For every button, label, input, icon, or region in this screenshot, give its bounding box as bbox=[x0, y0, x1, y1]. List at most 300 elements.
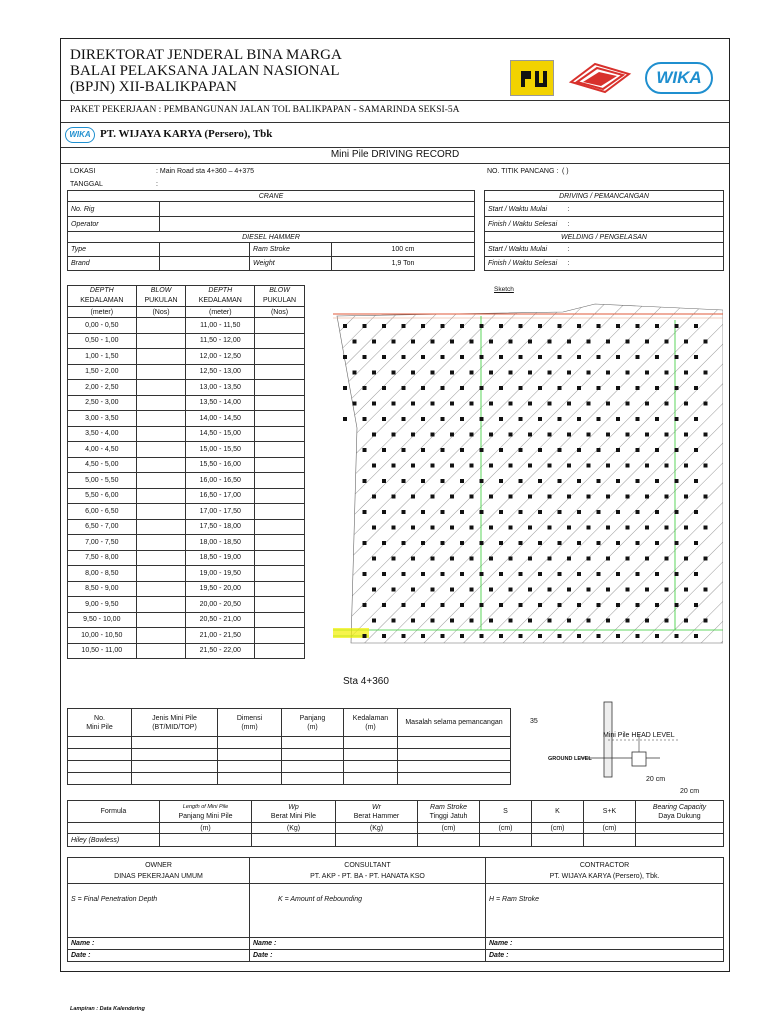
head-level-label: Mini Pile HEAD LEVEL bbox=[603, 732, 675, 739]
h-pukulan-2: PUKULAN bbox=[255, 296, 305, 307]
pile-mark bbox=[421, 572, 425, 576]
pile-mark bbox=[489, 526, 493, 530]
operator-value[interactable] bbox=[160, 217, 475, 232]
weight-label: Weight bbox=[250, 257, 332, 271]
table-row bbox=[68, 426, 305, 442]
pile-mark bbox=[460, 479, 464, 483]
pile-mark bbox=[694, 417, 698, 421]
owner-date-field[interactable]: Date : bbox=[68, 950, 250, 962]
pile-mark bbox=[382, 355, 386, 359]
pile-mark bbox=[372, 495, 376, 499]
pile-mark bbox=[597, 510, 601, 514]
brand-value[interactable] bbox=[160, 257, 250, 271]
pile-mark bbox=[577, 479, 581, 483]
blow-count[interactable] bbox=[255, 643, 305, 659]
pile-mark bbox=[626, 402, 630, 406]
pile-mark bbox=[470, 371, 474, 375]
table-row bbox=[68, 535, 305, 551]
pile-mark bbox=[538, 572, 542, 576]
blow-count[interactable] bbox=[136, 597, 186, 613]
titik-label: NO. TITIK PANCANG : bbox=[487, 168, 559, 175]
pile-mark bbox=[636, 324, 640, 328]
pile-mark bbox=[694, 510, 698, 514]
pile-mark bbox=[392, 526, 396, 530]
pile-mark bbox=[363, 386, 367, 390]
pile-mark bbox=[441, 479, 445, 483]
owner-name-field[interactable]: Name : bbox=[68, 938, 250, 950]
pile-mark bbox=[538, 479, 542, 483]
signature-table bbox=[67, 857, 724, 962]
h-depth-2: DEPTH bbox=[186, 286, 255, 296]
pile-mark bbox=[519, 355, 523, 359]
pile-mark bbox=[616, 603, 620, 607]
depth-range: 16,50 - 17,00 bbox=[186, 488, 255, 504]
pile-mark bbox=[645, 371, 649, 375]
pile-mark bbox=[636, 541, 640, 545]
blow-count[interactable] bbox=[136, 643, 186, 659]
blow-count[interactable] bbox=[255, 457, 305, 473]
pile-mark bbox=[694, 541, 698, 545]
blow-count[interactable] bbox=[255, 628, 305, 644]
blow-count[interactable] bbox=[136, 333, 186, 349]
pile-mark bbox=[528, 402, 532, 406]
table-row bbox=[68, 628, 305, 644]
blow-count[interactable] bbox=[136, 395, 186, 411]
pile-mark bbox=[392, 495, 396, 499]
blow-count[interactable] bbox=[136, 519, 186, 535]
pile-mark bbox=[567, 619, 571, 623]
table-row bbox=[68, 457, 305, 473]
pile-mark bbox=[392, 433, 396, 437]
blow-count[interactable] bbox=[136, 566, 186, 582]
pile-head-diagram bbox=[560, 700, 720, 800]
consultant-date-field[interactable]: Date : bbox=[250, 950, 486, 962]
depth-range: 10,00 - 10,50 bbox=[68, 628, 137, 644]
pile-mark bbox=[597, 479, 601, 483]
f-unit-cm-3: (cm) bbox=[532, 823, 584, 834]
pile-mark bbox=[597, 572, 601, 576]
welding-finish-value[interactable]: : bbox=[565, 257, 724, 271]
pile-mark bbox=[558, 417, 562, 421]
pile-mark bbox=[626, 340, 630, 344]
blow-count[interactable] bbox=[136, 426, 186, 442]
pile-mark bbox=[528, 433, 532, 437]
pile-mark bbox=[392, 371, 396, 375]
blow-count[interactable] bbox=[255, 411, 305, 427]
driving-finish-label: Finish / Waktu Selesai bbox=[485, 217, 565, 232]
pile-mark bbox=[538, 417, 542, 421]
blow-count[interactable] bbox=[255, 364, 305, 380]
pile-mark bbox=[450, 495, 454, 499]
pile-mark bbox=[538, 541, 542, 545]
pile-mark bbox=[372, 402, 376, 406]
type-value[interactable] bbox=[160, 243, 250, 257]
depth-range: 18,00 - 18,50 bbox=[186, 535, 255, 551]
pile-mark bbox=[402, 324, 406, 328]
f-s: S bbox=[480, 801, 532, 823]
pile-mark bbox=[353, 340, 357, 344]
pile-mark bbox=[597, 324, 601, 328]
pile-mark bbox=[645, 402, 649, 406]
pile-mark bbox=[675, 448, 679, 452]
pile-mark bbox=[382, 479, 386, 483]
blow-count[interactable] bbox=[255, 488, 305, 504]
depth-range: 9,00 - 9,50 bbox=[68, 597, 137, 613]
pile-mark bbox=[694, 324, 698, 328]
pile-mark bbox=[665, 495, 669, 499]
contractor-date-field[interactable]: Date : bbox=[486, 950, 724, 962]
blow-count[interactable] bbox=[136, 364, 186, 380]
pile-mark bbox=[509, 371, 513, 375]
pile-mark bbox=[577, 572, 581, 576]
pile-mark bbox=[704, 588, 708, 592]
pile-mark bbox=[441, 603, 445, 607]
pile-mark bbox=[684, 371, 688, 375]
org-header bbox=[70, 47, 342, 95]
welding-header: WELDING / PENGELASAN bbox=[485, 232, 724, 243]
pile-mark bbox=[372, 433, 376, 437]
pile-mark bbox=[655, 634, 659, 638]
pile-mark bbox=[626, 433, 630, 437]
depth-range: 4,50 - 5,00 bbox=[68, 457, 137, 473]
pile-mark bbox=[372, 526, 376, 530]
pile-mark bbox=[499, 510, 503, 514]
pile-mark bbox=[558, 541, 562, 545]
pile-mark bbox=[558, 634, 562, 638]
depth-range: 1,00 - 1,50 bbox=[68, 349, 137, 365]
pile-mark bbox=[528, 464, 532, 468]
pile-mark bbox=[363, 479, 367, 483]
pile-mark bbox=[655, 572, 659, 576]
f-unit-cm-4: (cm) bbox=[584, 823, 636, 834]
pile-mark bbox=[538, 386, 542, 390]
pile-mark bbox=[421, 417, 425, 421]
pile-mark bbox=[411, 588, 415, 592]
blow-count[interactable] bbox=[255, 380, 305, 396]
pile-mark bbox=[587, 433, 591, 437]
blow-count[interactable] bbox=[136, 628, 186, 644]
blow-count[interactable] bbox=[255, 597, 305, 613]
pile-mark bbox=[450, 340, 454, 344]
table-row bbox=[68, 364, 305, 380]
pile-mark bbox=[489, 402, 493, 406]
pile-mark bbox=[411, 495, 415, 499]
pile-mark bbox=[567, 495, 571, 499]
pile-mark bbox=[567, 402, 571, 406]
blow-count[interactable] bbox=[136, 411, 186, 427]
table-row bbox=[68, 612, 305, 628]
blow-count[interactable] bbox=[136, 612, 186, 628]
pile-mark bbox=[636, 355, 640, 359]
pile-mark bbox=[567, 557, 571, 561]
blow-count[interactable] bbox=[255, 426, 305, 442]
h-jenis: Jenis Mini Pile (BT/MID/TOP) bbox=[132, 709, 218, 737]
pile-mark bbox=[558, 448, 562, 452]
pile-mark bbox=[645, 340, 649, 344]
no-rig-value[interactable] bbox=[160, 202, 475, 217]
pile-mark bbox=[558, 510, 562, 514]
pile-mark bbox=[655, 479, 659, 483]
lokasi-value: : Main Road sta 4+360 – 4+375 bbox=[156, 168, 255, 175]
pile-mark bbox=[411, 340, 415, 344]
pile-mark bbox=[528, 495, 532, 499]
pile-mark bbox=[460, 634, 464, 638]
pile-mark bbox=[587, 464, 591, 468]
pile-mark bbox=[567, 464, 571, 468]
pile-mark bbox=[616, 541, 620, 545]
dimension-1: 20 cm bbox=[646, 776, 666, 783]
pile-mark bbox=[421, 541, 425, 545]
consultant-name-field[interactable]: Name : bbox=[250, 938, 486, 950]
pile-mark bbox=[372, 619, 376, 623]
blow-count[interactable] bbox=[255, 612, 305, 628]
pile-mark bbox=[538, 603, 542, 607]
pile-mark bbox=[460, 355, 464, 359]
blow-count[interactable] bbox=[255, 442, 305, 458]
pile-mark bbox=[363, 417, 367, 421]
pile-mark bbox=[704, 526, 708, 530]
pile-mark bbox=[597, 448, 601, 452]
pile-mark bbox=[645, 433, 649, 437]
blow-count[interactable] bbox=[136, 442, 186, 458]
depth-range: 15,50 - 16,00 bbox=[186, 457, 255, 473]
pile-mark bbox=[363, 634, 367, 638]
table-row bbox=[68, 488, 305, 504]
sketch-area bbox=[337, 304, 723, 643]
table-row bbox=[68, 581, 305, 597]
depth-range: 4,00 - 4,50 bbox=[68, 442, 137, 458]
blow-count[interactable] bbox=[255, 566, 305, 582]
pile-mark bbox=[421, 386, 425, 390]
depth-range: 7,50 - 8,00 bbox=[68, 550, 137, 566]
pile-mark bbox=[450, 588, 454, 592]
blow-count[interactable] bbox=[255, 318, 305, 334]
crane-header: CRANE bbox=[68, 191, 475, 202]
depth-range: 21,00 - 21,50 bbox=[186, 628, 255, 644]
pile-mark bbox=[470, 619, 474, 623]
station-label: Sta 4+360 bbox=[343, 676, 389, 687]
pile-mark bbox=[421, 603, 425, 607]
blow-count[interactable] bbox=[136, 550, 186, 566]
blow-count[interactable] bbox=[255, 535, 305, 551]
pile-mark bbox=[470, 402, 474, 406]
blow-count[interactable] bbox=[255, 473, 305, 489]
table-row bbox=[68, 597, 305, 613]
pile-mark bbox=[645, 495, 649, 499]
blow-count[interactable] bbox=[255, 395, 305, 411]
pile-mark bbox=[402, 417, 406, 421]
pile-mark bbox=[509, 464, 513, 468]
pile-mark bbox=[450, 433, 454, 437]
pile-mark bbox=[587, 557, 591, 561]
pile-mark bbox=[411, 464, 415, 468]
pile-mark bbox=[606, 340, 610, 344]
driving-start-value[interactable]: : bbox=[565, 202, 724, 217]
blow-count[interactable] bbox=[136, 349, 186, 365]
pile-mark bbox=[655, 386, 659, 390]
pile-mark bbox=[480, 510, 484, 514]
contractor-name-field[interactable]: Name : bbox=[486, 938, 724, 950]
blow-count[interactable] bbox=[136, 380, 186, 396]
pile-mark bbox=[655, 448, 659, 452]
f-length: Length of Mini Pile Panjang Mini Pile bbox=[160, 801, 252, 823]
pile-mark bbox=[567, 340, 571, 344]
brand-label: Brand bbox=[68, 257, 160, 271]
depth-range: 2,00 - 2,50 bbox=[68, 380, 137, 396]
blow-count[interactable] bbox=[136, 535, 186, 551]
pile-mark bbox=[645, 464, 649, 468]
pile-mark bbox=[616, 386, 620, 390]
blow-count[interactable] bbox=[136, 581, 186, 597]
depth-range: 19,00 - 19,50 bbox=[186, 566, 255, 582]
pile-mark bbox=[411, 402, 415, 406]
pile-mark bbox=[606, 402, 610, 406]
table-row bbox=[68, 442, 305, 458]
pile-mark bbox=[421, 324, 425, 328]
pile-mark bbox=[675, 510, 679, 514]
blow-count[interactable] bbox=[136, 504, 186, 520]
pile-mark bbox=[655, 417, 659, 421]
wika-logo bbox=[645, 62, 713, 94]
pile-mark bbox=[587, 402, 591, 406]
pile-mark bbox=[402, 634, 406, 638]
pile-mark bbox=[382, 448, 386, 452]
pile-mark bbox=[450, 526, 454, 530]
pile-mark bbox=[489, 371, 493, 375]
pile-mark bbox=[684, 340, 688, 344]
table-row bbox=[68, 519, 305, 535]
blow-count[interactable] bbox=[255, 550, 305, 566]
h-kedalaman-1: KEDALAMAN bbox=[68, 296, 137, 307]
table-row bbox=[68, 504, 305, 520]
depth-range: 17,00 - 17,50 bbox=[186, 504, 255, 520]
org-line-3: (BPJN) XII-BALIKPAPAN bbox=[70, 79, 237, 95]
pile-mark bbox=[626, 619, 630, 623]
depth-blow-table bbox=[67, 285, 305, 659]
pile-mark bbox=[363, 355, 367, 359]
pile-mark bbox=[509, 402, 513, 406]
pile-mark bbox=[606, 495, 610, 499]
pile-mark bbox=[587, 619, 591, 623]
pile-mark bbox=[528, 371, 532, 375]
blow-count[interactable] bbox=[255, 581, 305, 597]
pile-layout-sketch bbox=[333, 298, 723, 663]
blow-count[interactable] bbox=[136, 488, 186, 504]
f-unit-cm: (cm) bbox=[418, 823, 480, 834]
pile-mark bbox=[684, 464, 688, 468]
pile-mark bbox=[528, 588, 532, 592]
pile-mark bbox=[519, 448, 523, 452]
pile-mark bbox=[343, 417, 347, 421]
pile-mark bbox=[675, 603, 679, 607]
pile-mark bbox=[509, 557, 513, 561]
pile-mark bbox=[470, 526, 474, 530]
h-blow-1: BLOW bbox=[136, 286, 186, 296]
pile-mark bbox=[489, 495, 493, 499]
pile-mark bbox=[499, 634, 503, 638]
pile-mark bbox=[499, 572, 503, 576]
ground-level-label: GROUND LEVEL bbox=[548, 756, 592, 762]
table-row bbox=[68, 380, 305, 396]
pile-mark bbox=[675, 324, 679, 328]
blow-count[interactable] bbox=[255, 349, 305, 365]
pile-mark bbox=[431, 340, 435, 344]
depth-range: 1,50 - 2,00 bbox=[68, 364, 137, 380]
blow-count[interactable] bbox=[136, 318, 186, 334]
pile-mark bbox=[655, 541, 659, 545]
blow-count[interactable] bbox=[255, 504, 305, 520]
pile-mark bbox=[382, 417, 386, 421]
depth-range: 8,00 - 8,50 bbox=[68, 566, 137, 582]
pile-mark bbox=[528, 619, 532, 623]
welding-start-value[interactable]: : bbox=[565, 243, 724, 257]
f-ram: Ram Stroke Tinggi Jatuh bbox=[418, 801, 480, 823]
pile-mark bbox=[421, 448, 425, 452]
note-k: K = Amount of Rebounding bbox=[278, 896, 362, 903]
f-wp: Wp Berat Mini Pile bbox=[252, 801, 336, 823]
pile-mark bbox=[392, 619, 396, 623]
pile-mark bbox=[645, 557, 649, 561]
pile-mark bbox=[616, 479, 620, 483]
pile-mark bbox=[694, 448, 698, 452]
pile-mark bbox=[499, 603, 503, 607]
pile-mark bbox=[470, 433, 474, 437]
pile-mark bbox=[489, 557, 493, 561]
pile-mark bbox=[577, 417, 581, 421]
depth-range: 10,50 - 11,00 bbox=[68, 643, 137, 659]
depth-range: 16,00 - 16,50 bbox=[186, 473, 255, 489]
pile-mark bbox=[684, 557, 688, 561]
blow-count[interactable] bbox=[136, 457, 186, 473]
depth-range: 20,50 - 21,00 bbox=[186, 612, 255, 628]
pile-mark bbox=[509, 495, 513, 499]
depth-range: 12,00 - 12,50 bbox=[186, 349, 255, 365]
pile-mark bbox=[499, 417, 503, 421]
wika-small-logo: WIKA bbox=[65, 127, 95, 143]
h-dimensi: Dimensi (mm) bbox=[218, 709, 282, 737]
ram-stroke-label: Ram Stroke bbox=[250, 243, 332, 257]
sig-contractor: CONTRACTOR PT. WIJAYA KARYA (Persero), Tbk. bbox=[486, 858, 724, 884]
pile-mark bbox=[470, 588, 474, 592]
blow-count[interactable] bbox=[255, 519, 305, 535]
blow-count[interactable] bbox=[255, 333, 305, 349]
pile-mark bbox=[450, 557, 454, 561]
pile-mark bbox=[460, 572, 464, 576]
pile-mark bbox=[460, 448, 464, 452]
pile-mark bbox=[431, 495, 435, 499]
table-row bbox=[68, 566, 305, 582]
pile-mark bbox=[548, 371, 552, 375]
table-row bbox=[68, 333, 305, 349]
pile-mark bbox=[616, 324, 620, 328]
depth-range: 20,00 - 20,50 bbox=[186, 597, 255, 613]
pile-mark bbox=[587, 340, 591, 344]
pile-mark bbox=[489, 340, 493, 344]
pile-mark bbox=[675, 541, 679, 545]
depth-range: 19,50 - 20,00 bbox=[186, 581, 255, 597]
pile-mark bbox=[460, 603, 464, 607]
pile-mark bbox=[645, 619, 649, 623]
pile-mark bbox=[519, 386, 523, 390]
pile-mark bbox=[616, 634, 620, 638]
pile-mark bbox=[567, 588, 571, 592]
pile-mark bbox=[577, 448, 581, 452]
blow-count[interactable] bbox=[136, 473, 186, 489]
depth-range: 8,50 - 9,00 bbox=[68, 581, 137, 597]
pile-mark bbox=[548, 464, 552, 468]
driving-finish-value[interactable]: : bbox=[565, 217, 724, 232]
pile-mark bbox=[528, 340, 532, 344]
